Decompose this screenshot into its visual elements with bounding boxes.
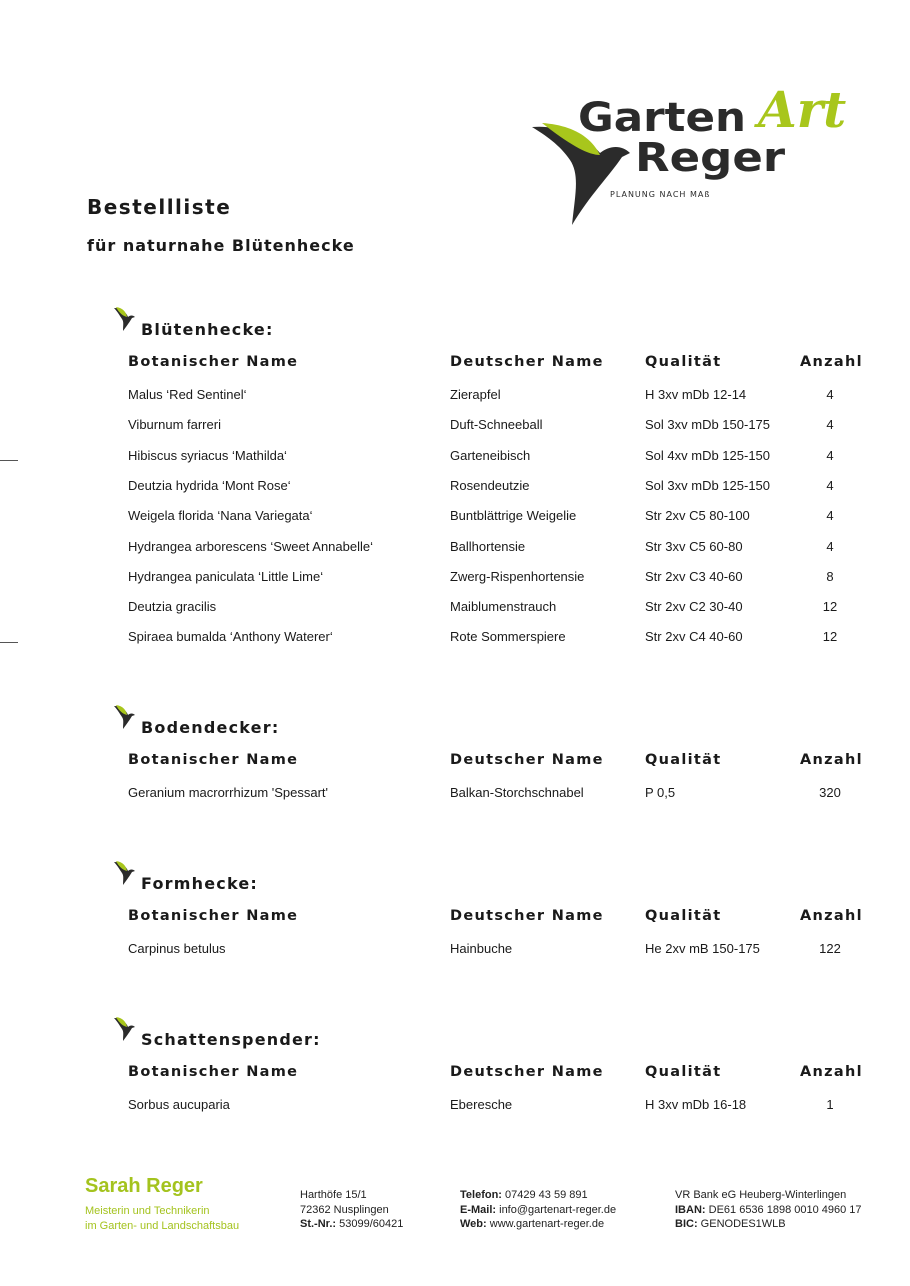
table-row — [0, 417, 910, 437]
tax-number: 53099/60421 — [339, 1218, 404, 1230]
cell-quality: Sol 4xv mDb 125-150 — [645, 447, 771, 463]
column-header-quality: Qualität — [645, 1064, 722, 1080]
table-row — [0, 539, 910, 559]
page-title: Bestellliste — [87, 195, 232, 219]
bic: GENODES1WLB — [700, 1218, 786, 1230]
cell-quality: Str 2xv C5 80-100 — [645, 508, 750, 524]
column-header-german: Deutscher Name — [450, 354, 604, 370]
cell-quality: He 2xv mB 150-175 — [645, 941, 760, 956]
cell-quality: Sol 3xv mDb 125-150 — [645, 477, 771, 493]
cell-quality: H 3xv mDb 16-18 — [645, 1097, 747, 1112]
table-row — [0, 629, 910, 649]
iban: DE61 6536 1898 0010 4960 17 — [708, 1203, 862, 1216]
hummingbird-icon — [113, 858, 137, 891]
cell-german: Maiblumenstrauch — [450, 599, 557, 615]
cell-count: 4 — [826, 387, 834, 402]
column-header-botanical: Botanischer Name — [128, 354, 299, 370]
cell-quality: Str 2xv C4 40-60 — [645, 629, 743, 645]
cell-count: 320 — [819, 785, 841, 800]
cell-count: 1 — [826, 1097, 834, 1112]
cell-botanical: Hydrangea arborescens ‘Sweet Annabelle‘ — [128, 538, 373, 554]
table-header — [0, 908, 910, 928]
web-label: Web: — [460, 1218, 487, 1230]
company-logo — [530, 65, 860, 230]
column-header-quality: Qualität — [645, 752, 722, 768]
section-title: Bodendecker: — [141, 718, 280, 737]
bic-label: BIC: — [675, 1218, 698, 1230]
logo-accent: Art — [758, 80, 847, 139]
iban-label: IBAN: — [675, 1203, 706, 1216]
table-row — [0, 478, 910, 498]
cell-count: 12 — [822, 599, 838, 615]
cell-german: Zwerg-Rispenhortensie — [450, 568, 585, 584]
cell-quality: P 0,5 — [645, 785, 676, 800]
column-header-botanical: Botanischer Name — [128, 1064, 299, 1080]
cell-botanical: Hibiscus syriacus ‘Mathilda‘ — [128, 447, 287, 463]
cell-quality: Str 2xv C2 30-40 — [645, 599, 743, 615]
cell-german: Hainbuche — [450, 941, 513, 956]
cell-quality: H 3xv mDb 12-14 — [645, 387, 747, 402]
cell-german: Balkan-Storchschnabel — [450, 785, 584, 800]
table-header — [0, 1064, 910, 1084]
hummingbird-icon — [113, 702, 137, 735]
table-header — [0, 354, 910, 374]
column-header-quality: Qualität — [645, 354, 722, 370]
footer-role-line: im Garten- und Landschaftsbau — [85, 1220, 240, 1232]
cell-german: Zierapfel — [450, 387, 501, 402]
cell-count: 8 — [826, 568, 834, 584]
column-header-quality: Qualität — [645, 908, 722, 924]
phone[interactable]: 07429 43 59 891 — [505, 1189, 588, 1201]
email-link[interactable]: info@gartenart-reger.de — [499, 1203, 617, 1216]
email-label: E-Mail: — [460, 1203, 497, 1216]
column-header-count: Anzahl — [800, 1064, 863, 1080]
footer-address — [300, 1188, 403, 1232]
bank-name: VR Bank eG Heuberg-Winterlingen — [675, 1189, 847, 1201]
logo-line1: Garten — [578, 95, 746, 141]
cell-botanical: Geranium macrorrhizum 'Spessart' — [128, 785, 329, 800]
hummingbird-icon — [113, 1014, 137, 1047]
section-heading — [113, 1014, 321, 1047]
section-heading — [113, 702, 279, 735]
cell-german: Rote Sommerspiere — [450, 629, 566, 645]
cell-count: 12 — [822, 629, 838, 645]
cell-count: 4 — [826, 477, 834, 493]
cell-botanical: Weigela florida ‘Nana Variegata‘ — [128, 508, 313, 524]
logo-line2: Reger — [635, 135, 786, 181]
cell-botanical: Malus ‘Red Sentinel‘ — [128, 387, 247, 402]
section-title: Schattenspender: — [141, 1030, 321, 1049]
cell-count: 4 — [826, 538, 834, 554]
hummingbird-icon — [113, 304, 137, 337]
cell-count: 4 — [826, 417, 834, 433]
logo-tagline: PLANUNG NACH MAß — [610, 190, 711, 199]
column-header-german: Deutscher Name — [450, 752, 604, 768]
cell-quality: Sol 3xv mDb 150-175 — [645, 417, 771, 433]
table-row — [0, 448, 910, 468]
section-heading — [113, 858, 258, 891]
table-row — [0, 1097, 910, 1117]
footer-bank — [675, 1188, 862, 1232]
cell-botanical: Spiraea bumalda ‘Anthony Waterer‘ — [128, 629, 333, 645]
footer-role-line: Meisterin und Technikerin — [85, 1205, 210, 1217]
footer-role — [85, 1204, 239, 1234]
cell-german: Eberesche — [450, 1097, 513, 1112]
cell-botanical: Carpinus betulus — [128, 941, 226, 956]
cell-botanical: Viburnum farreri — [128, 417, 221, 433]
table-row — [0, 387, 910, 407]
column-header-botanical: Botanischer Name — [128, 908, 299, 924]
cell-quality: Str 2xv C3 40-60 — [645, 568, 743, 584]
section-heading — [113, 304, 274, 337]
footer-street: Harthöfe 15/1 — [300, 1189, 367, 1201]
section-title: Blütenhecke: — [141, 320, 274, 339]
column-header-count: Anzahl — [800, 752, 863, 768]
web-link[interactable]: www.gartenart-reger.de — [489, 1218, 605, 1230]
table-row — [0, 941, 910, 961]
footer-name: Sarah Reger — [85, 1175, 203, 1197]
cell-botanical: Sorbus aucuparia — [128, 1097, 230, 1112]
table-row — [0, 785, 910, 805]
cell-count: 4 — [826, 447, 834, 463]
tax-label: St.-Nr.: — [300, 1218, 337, 1230]
column-header-count: Anzahl — [800, 354, 863, 370]
cell-quality: Str 3xv C5 60-80 — [645, 538, 743, 554]
footer-contact — [460, 1188, 616, 1232]
cell-german: Garteneibisch — [450, 447, 531, 463]
table-header — [0, 752, 910, 772]
cell-count: 122 — [819, 941, 841, 956]
phone-label: Telefon: — [460, 1189, 502, 1201]
section-title: Formhecke: — [141, 874, 259, 893]
column-header-botanical: Botanischer Name — [128, 752, 299, 768]
table-row — [0, 569, 910, 589]
column-header-count: Anzahl — [800, 908, 863, 924]
cell-botanical: Deutzia hydrida ‘Mont Rose‘ — [128, 477, 291, 493]
table-row — [0, 599, 910, 619]
cell-german: Duft-Schneeball — [450, 417, 543, 433]
footer-city: 72362 Nusplingen — [300, 1203, 389, 1216]
column-header-german: Deutscher Name — [450, 908, 604, 924]
column-header-german: Deutscher Name — [450, 1064, 604, 1080]
table-row — [0, 508, 910, 528]
cell-german: Rosendeutzie — [450, 477, 530, 493]
cell-botanical: Hydrangea paniculata ‘Little Lime‘ — [128, 568, 324, 584]
cell-german: Buntblättrige Weigelie — [450, 508, 577, 524]
cell-count: 4 — [826, 508, 834, 524]
page-subtitle: für naturnahe Blütenhecke — [87, 236, 355, 255]
cell-german: Ballhortensie — [450, 538, 526, 554]
cell-botanical: Deutzia gracilis — [128, 599, 217, 615]
